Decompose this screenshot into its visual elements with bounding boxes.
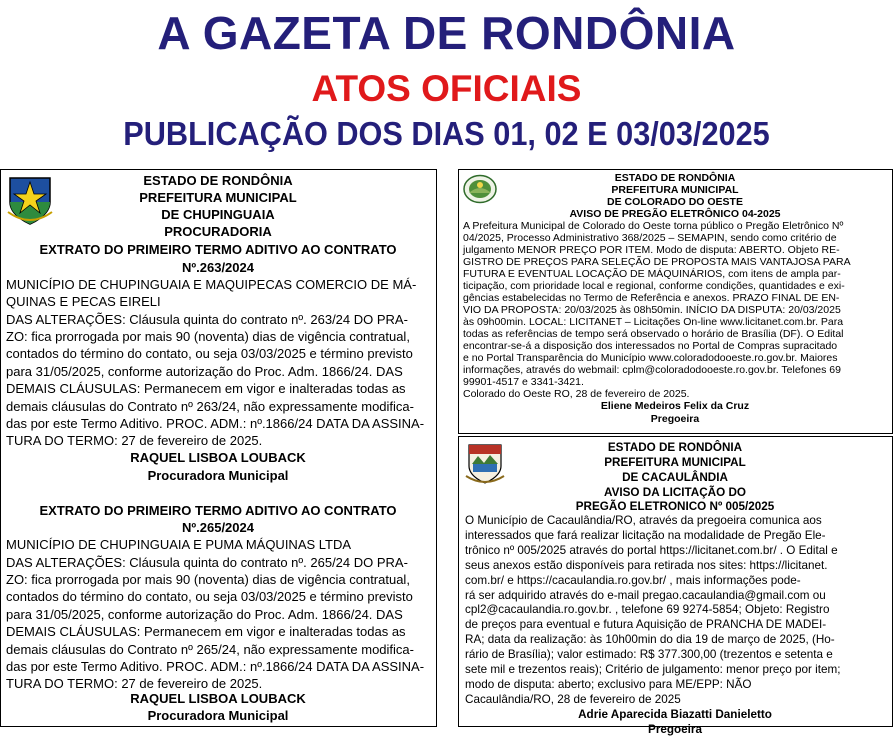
notice-line: e no Portal Transparência do Município www.coloradodooeste.ro.gov.br. Maiores — [463, 352, 838, 364]
notice2-role: Procuradora Municipal — [147, 708, 289, 723]
notice1-line: demais cláusulas do Contrato nº 263/24, não expressamente modifica- — [6, 399, 414, 414]
newspaper-title: A GAZETA DE RONDÔNIA — [157, 7, 736, 59]
notice-line: todas as referências de tempo será observado o horário de Brasília (DF). O Edital — [463, 328, 844, 340]
notice-line: rá ser adquirido através do e-mail pregao.cacaulandia@gmail.com ou — [465, 588, 826, 602]
notice-line: com.br/ e https://cacaulandia.ro.gov.br/ , mais informações pode- — [465, 573, 801, 587]
notice-line: ticipação, com prioridade local e regional, conforme condições, quantidades e exi- — [463, 280, 845, 292]
notice1-line: para 31/05/2025, conforme autorização do Proc. Adm. 1866/24. DAS — [6, 364, 403, 379]
notice-line: gências estabelecidas no Termo de Referência e anexos. PRAZO FINAL DE EN- — [463, 292, 840, 304]
notice2-number: Nº.265/2024 — [182, 520, 254, 535]
notice-line: A Prefeitura Municipal de Colorado do Oeste torna público o Pregão Eletrônico Nº — [463, 220, 844, 232]
notice2-line: DAS ALTERAÇÕES: Cláusula quinta do contrato nº. 265/24 DO PRA- — [6, 555, 408, 570]
notice-line: de preços para eventual e futura Aquisição de PRANCHA DE MADEI- — [465, 618, 827, 632]
notice1-line: contados do término do contato, ou seja 03/03/2025 e término previsto — [6, 346, 413, 361]
notice2-line: para 31/05/2025, conforme autorização do Proc. Adm. 1866/24. DAS — [6, 607, 403, 622]
org-line-3: DE CHUPINGUAIA — [161, 207, 275, 222]
notice-role: Pregoeira — [648, 722, 702, 736]
notice-line: GISTRO DE PREÇOS PARA SELEÇÃO DE PROPOSTA MAIS VANTAJOSA PARA — [463, 256, 851, 268]
notice-line: O Município de Cacaulândia/RO, através da pregoeira comunica aos — [465, 514, 822, 527]
notice-line: informações, através do webmail: cplm@coloradodooeste.ro.gov.br. Telefones 69 — [463, 364, 841, 376]
notice-line: 04/2025, Processo Administrativo 368/2025 – SEMAPIN, sendo como critério de — [463, 232, 837, 244]
notice-line: sete mil e trezentos reais); Critério de julgamento: menor preço por item; — [465, 663, 841, 676]
notice-line: encontrar-se-á a disposição dos interessados no Portal de Compras supracitado — [463, 340, 838, 352]
notice1-line: DEMAIS CLÁUSULAS: Permanecem em vigor e inalteradas todas as — [6, 381, 406, 396]
notice-line: VIO DA PROPOSTA: 20/03/2025 às 08h50min. INÍCIO DA DISPUTA: 20/03/2025 — [463, 304, 841, 316]
notice2-signer: RAQUEL LISBOA LOUBACK — [130, 691, 306, 706]
publication-dates: PUBLICAÇÃO DOS DIAS 01, 02 E 03/03/2025 — [123, 115, 770, 152]
notice1-line: MUNICÍPIO DE CHUPINGUAIA E MAQUIPECAS COMERCIO DE MÁ- — [6, 277, 417, 292]
notice-line: julgamento MENOR PREÇO POR ITEM. Modo de disputa: ABERTO. Objeto RE- — [463, 244, 840, 256]
notice2-line: DEMAIS CLÁUSULAS: Permanecem em vigor e inalteradas todas as — [6, 624, 406, 639]
notice-line: rário de Brasília); valor estimado: R$ 377.300,00 (trezentos e setenta e — [465, 648, 833, 662]
notice-title: AVISO DE PREGÃO ELETRÔNICO 04-2025 — [569, 208, 781, 220]
notice2-line: das por este Termo Aditivo. PROC. ADM.: nº.1866/24 DATA DA ASSINA- — [6, 659, 425, 674]
notice2-title: EXTRATO DO PRIMEIRO TERMO ADITIVO AO CONTRATO — [39, 503, 397, 518]
notice-date: Colorado do Oeste RO, 28 de fevereiro de 2025. — [463, 388, 690, 400]
notice2-line: TURA DO TERMO: 27 de fevereiro de 2025. — [6, 676, 263, 691]
notice1-line: TURA DO TERMO: 27 de fevereiro de 2025. — [6, 433, 263, 448]
org-line-2: PREFEITURA MUNICIPAL — [604, 456, 746, 469]
org-line-2: PREFEITURA MUNICIPAL — [611, 184, 739, 196]
org-line-1: ESTADO DE RONDÔNIA — [143, 173, 293, 188]
notice-line: cpl2@cacaulandia.ro.gov.br. , telefone 69 9274-5854; Objeto: Registro — [465, 603, 830, 617]
notice1-role: Procuradora Municipal — [147, 468, 289, 483]
notice-signer: Eliene Medeiros Felix da Cruz — [600, 400, 750, 412]
notice1-line: das por este Termo Aditivo. PROC. ADM.: nº.1866/24 DATA DA ASSINA- — [6, 416, 425, 431]
notice1-number: Nº.263/2024 — [182, 260, 254, 275]
notice-number: PREGÃO ELETRONICO Nº 005/2025 — [575, 500, 775, 513]
notice1-title: EXTRATO DO PRIMEIRO TERMO ADITIVO AO CONTRATO — [39, 242, 397, 257]
org-line-1: ESTADO DE RONDÔNIA — [614, 172, 736, 184]
notice-line: FUTURA E EVENTUAL LOCAÇÃO DE MÁQUINÁRIOS, com itens de ampla par- — [463, 268, 841, 280]
org-line-1: ESTADO DE RONDÔNIA — [607, 441, 743, 454]
notice-colorado-do-oeste — [458, 169, 893, 434]
notice-chupinguaia — [0, 169, 437, 727]
notice-line: RA; data da realização: às 10h00min do dia 19 de março de 2025, (Ho- — [465, 633, 835, 647]
notice-line: 99901-4517 e 3341-3421. — [463, 376, 584, 388]
notice1-line: ZO: fica prorrogada por mais 90 (noventa) dias de vigência contratual, — [6, 329, 410, 344]
notice-line: trônico nº 005/2025 através do portal https://licitanet.com.br/ . O Edital e — [465, 543, 838, 557]
notice1-signer: RAQUEL LISBOA LOUBACK — [130, 450, 306, 465]
notice1-line: QUINAS E PECAS EIRELI — [6, 294, 161, 309]
notice2-line: MUNICÍPIO DE CHUPINGUAIA E PUMA MÁQUINAS LTDA — [6, 537, 352, 552]
notice-line: modo de disputa: aberto; exclusivo para ME/EPP: NÃO — [465, 677, 752, 691]
notice-line: seus anexos estão disponíveis para retirada nos sites: https://licitanet. — [465, 558, 828, 572]
org-line-4: PROCURADORIA — [164, 224, 272, 239]
org-line-3: DE COLORADO DO OESTE — [607, 196, 743, 208]
notice-title: AVISO DA LICITAÇÃO DO — [604, 486, 746, 499]
notice2-line: demais cláusulas do Contrato nº 265/24, não expressamente modifica- — [6, 642, 414, 657]
section-title: ATOS OFICIAIS — [311, 68, 582, 109]
notice-date: Cacaulândia/RO, 28 de fevereiro de 2025 — [465, 692, 681, 706]
notice-line: às 09h00min. LOCAL: LICITANET – Licitações On-line www.licitanet.com.br. Para — [463, 316, 844, 328]
notice-signer: Adrie Aparecida Biazatti Danieletto — [578, 707, 772, 721]
notice2-line: ZO: fica prorrogada por mais 90 (noventa) dias de vigência contratual, — [6, 572, 410, 587]
org-line-3: DE CACAULÂNDIA — [622, 471, 728, 484]
notice2-line: contados do término do contato, ou seja 03/03/2025 e término previsto — [6, 589, 413, 604]
notice1-line: DAS ALTERAÇÕES: Cláusula quinta do contrato nº. 263/24 DO PRA- — [6, 312, 408, 327]
notice-role: Pregoeira — [650, 413, 700, 425]
notice-line: interessados que fará realizar licitação na modalidade de Pregão Ele- — [465, 528, 826, 542]
notice-cacaulandia — [458, 436, 893, 736]
org-line-2: PREFEITURA MUNICIPAL — [139, 190, 297, 205]
